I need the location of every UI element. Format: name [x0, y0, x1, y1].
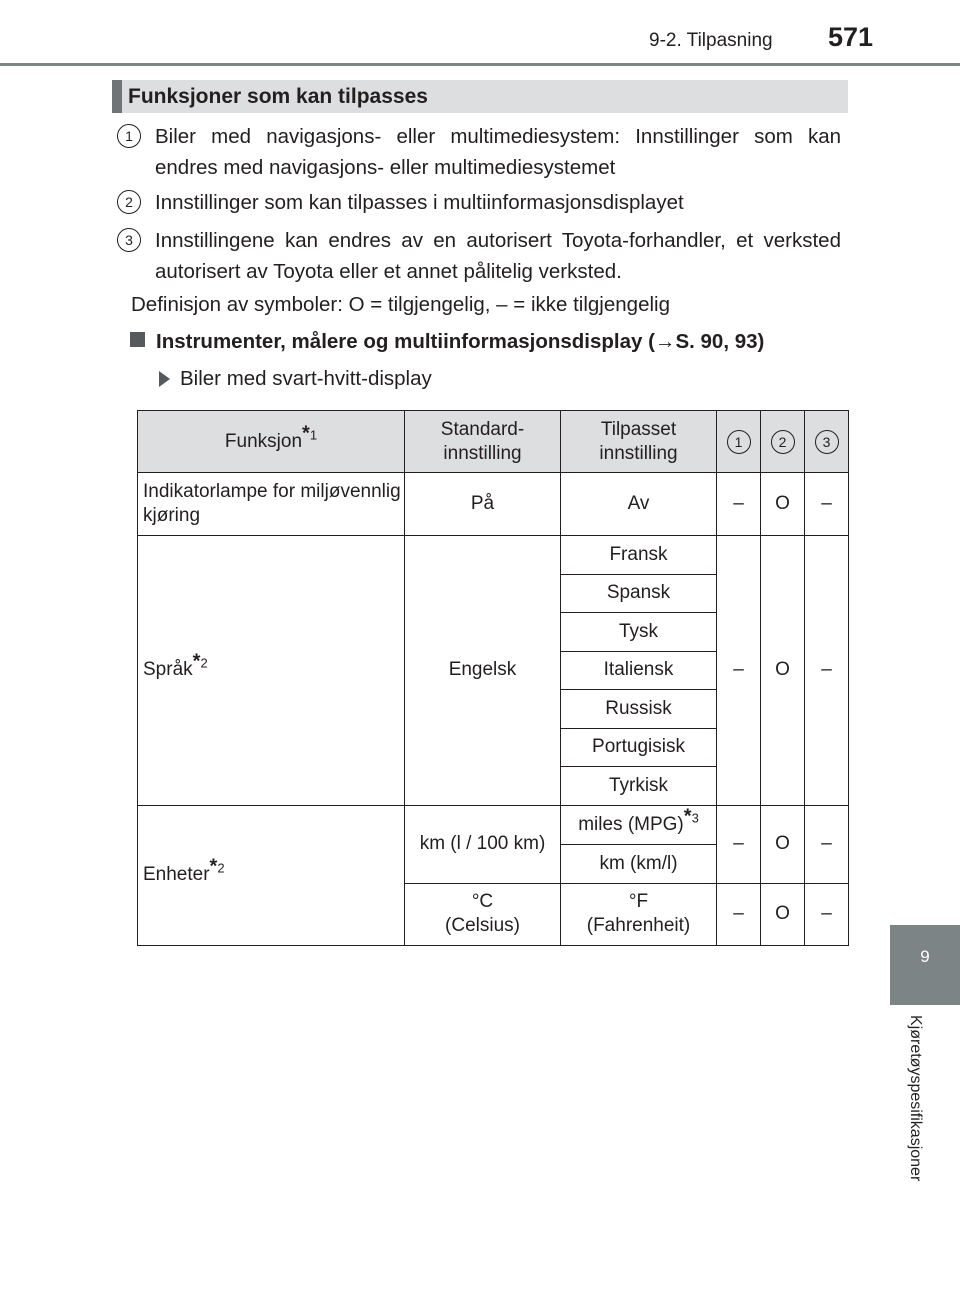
cell-col-1: –	[717, 805, 761, 883]
cell-col-3: –	[805, 883, 849, 945]
footnote-star: *	[209, 855, 218, 878]
cell-default: Engelsk	[405, 536, 561, 806]
cell-col-3: –	[805, 536, 849, 806]
chapter-number: 9	[920, 947, 930, 966]
table-row	[138, 805, 849, 844]
symbol-definition: Definisjon av symboler: O = tilgjengelig, – = ikke tilgjengelig	[131, 293, 670, 316]
item-number-badge: 1	[117, 124, 141, 148]
cell-col-2: O	[761, 473, 805, 536]
cell-function: Indikatorlampe for miljøvennlig kjøring	[138, 473, 405, 536]
number-badge: 2	[771, 430, 795, 454]
header-function: Funksjon*$^1$	[138, 411, 405, 473]
cell-custom: Russisk	[561, 690, 717, 729]
header-section-title: 9-2. Tilpasning	[649, 30, 773, 51]
number-badge: 3	[815, 430, 839, 454]
cell-custom: Tysk	[561, 613, 717, 652]
item-text: Innstillingene kan endres av en autorisert Toyota-forhandler, et verksted autorisert av Toyota eller et annet pålitelig verksted.	[155, 229, 841, 283]
section-heading-accent	[112, 80, 122, 113]
footnote-star: *	[683, 805, 692, 828]
cell-function: Enheter*$^2$	[138, 805, 405, 945]
cell-custom: Italiensk	[561, 651, 717, 690]
cell-col-3: –	[805, 473, 849, 536]
item-number-badge: 2	[117, 190, 141, 214]
table-row	[138, 536, 849, 575]
cell-custom: Fransk	[561, 536, 717, 575]
header-col-3	[805, 411, 849, 473]
footnote-star: *	[302, 422, 310, 445]
header-default-setting: Standard- innstilling	[405, 411, 561, 473]
item-text: Innstillinger som kan tilpasses i multiinformasjonsdisplayet	[155, 191, 684, 214]
footnote-star: *	[192, 650, 201, 673]
cell-function: Språk*$^2$	[138, 536, 405, 806]
cell-default: km (l / 100 km)	[405, 805, 561, 883]
cell-default: På	[405, 473, 561, 536]
cell-col-2: O	[761, 536, 805, 806]
item-text: Biler med navigasjons- eller multimediesystem: Innstillinger som kan endres med navigasjons- eller multimediesystemet	[155, 125, 841, 179]
settings-table	[137, 410, 849, 946]
cell-custom: Av	[561, 473, 717, 536]
header-custom-setting: Tilpasset innstilling	[561, 411, 717, 473]
page-number: 571	[828, 22, 874, 52]
header-rule	[0, 63, 960, 66]
triangle-bullet-icon	[159, 371, 170, 387]
table-header-row	[138, 411, 849, 473]
cell-default: °C (Celsius)	[405, 883, 561, 945]
table-row	[138, 473, 849, 536]
number-badge: 1	[727, 430, 751, 454]
cell-col-1: –	[717, 883, 761, 945]
header-col-1	[717, 411, 761, 473]
chapter-label: Kjøretøyspesifikasjoner	[907, 1015, 924, 1182]
item-number-badge: 3	[117, 228, 141, 252]
cell-custom: Tyrkisk	[561, 767, 717, 806]
variant-label: Biler med svart-hvitt-display	[180, 367, 432, 390]
cell-custom: km (km/l)	[561, 844, 717, 883]
cell-col-1: –	[717, 473, 761, 536]
cell-col-2: O	[761, 805, 805, 883]
header-col-2	[761, 411, 805, 473]
cell-col-2: O	[761, 883, 805, 945]
square-bullet-icon	[130, 332, 145, 347]
section-title: Funksjoner som kan tilpasses	[128, 85, 428, 108]
cell-custom: Portugisisk	[561, 728, 717, 767]
subsection-title: Instrumenter, målere og multiinformasjonsdisplay (→S. 90, 93)	[156, 330, 765, 353]
cell-custom: miles (MPG)*$^3$	[561, 805, 717, 844]
cell-col-1: –	[717, 536, 761, 806]
cell-custom: °F (Fahrenheit)	[561, 883, 717, 945]
cell-custom: Spansk	[561, 574, 717, 613]
cell-col-3: –	[805, 805, 849, 883]
